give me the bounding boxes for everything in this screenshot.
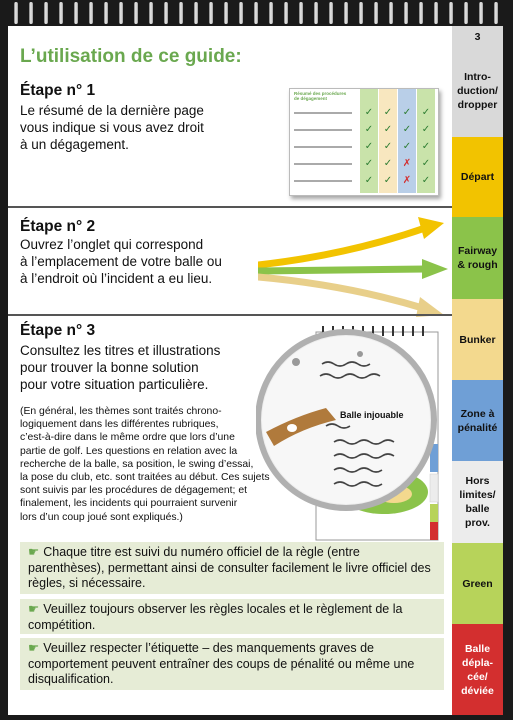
tab-label-line: limites/ [459, 489, 496, 501]
thumb-check-icon: ✓ [421, 175, 431, 186]
tab-label-line: cée/ [467, 670, 488, 683]
thumb-row-label [294, 146, 352, 148]
paragraph-line: sont suivis par les procédures de dégagement; et [20, 485, 247, 497]
tab-label-line: Hors [465, 475, 490, 487]
binding-ring-icon [179, 2, 183, 24]
thumb-title [294, 91, 354, 101]
step2-text [20, 236, 222, 287]
tab-label [461, 170, 494, 184]
step3-text [20, 342, 220, 393]
thumb-check-icon: ✓ [421, 107, 431, 118]
binding-ring-icon [89, 2, 93, 24]
section-tabs [452, 22, 503, 715]
tab-label [462, 577, 492, 591]
binding-ring-icon [434, 2, 438, 24]
binding-ring-icon [299, 2, 303, 24]
binding-ring-icon [134, 2, 138, 24]
thumb-check-icon: ✓ [364, 175, 374, 186]
tab-label-line: Fairway [457, 245, 498, 257]
magnifier-label: Balle injouable [340, 410, 404, 420]
step2-line: Ouvrez l’onglet qui correspond [20, 237, 204, 252]
tab-arrows-illustration [258, 217, 452, 317]
binding-ring-icon [224, 2, 228, 24]
binding-ring-icon [29, 2, 33, 24]
tip-etiquette [20, 638, 444, 690]
thumb-check-icon: ✓ [421, 158, 431, 169]
binding-ring-icon [14, 2, 18, 24]
binding-ring-icon [269, 2, 273, 24]
thumb-check-icon: ✓ [383, 158, 393, 169]
thumb-check-icon: ✓ [383, 107, 393, 118]
thumb-title-line: de dégagement [294, 96, 328, 101]
step1-text [20, 102, 204, 153]
binding-ring-icon [59, 2, 63, 24]
thumb-cross-icon: ✗ [402, 158, 412, 169]
magnifier-illustration [256, 324, 448, 550]
thumb-check-icon: ✓ [364, 124, 374, 135]
tab-label-line: & rough [457, 259, 498, 271]
tip-text: Chaque titre est suivi du numéro officiel de la règle (entre parenthèses), permettant ainsi de consulter facilement le livre officiel des règles, si nécessaire. [28, 545, 431, 590]
binding-ring-icon [329, 2, 333, 24]
arrow-green-head-icon [422, 259, 448, 279]
tab-introduction[interactable] [452, 22, 503, 137]
pointing-hand-icon: ☛ [28, 641, 40, 655]
step3-line: pour votre situation particulière. [20, 377, 209, 392]
paragraph-line: partie de golf. Les questions en relation avec la [20, 445, 238, 457]
step2-heading: Étape n° 2 [20, 218, 96, 235]
step3-heading: Étape n° 3 [20, 322, 96, 339]
tab-bunker[interactable] [452, 299, 503, 380]
thumb-check-icon: ✓ [402, 124, 412, 135]
binding-ring-icon [149, 2, 153, 24]
paragraph-line: finalement, les incidents qui pourraient survenir [20, 498, 238, 510]
tab-label [461, 642, 494, 698]
tip-rule-number [20, 542, 444, 594]
binding-ring-icon [44, 2, 48, 24]
arrow-sand-icon [258, 277, 426, 309]
pointing-hand-icon: ☛ [28, 602, 40, 616]
thumb-check-icon: ✓ [364, 107, 374, 118]
binding-ring-icon [374, 2, 378, 24]
tab-depart[interactable] [452, 137, 503, 217]
tab-balle-deplacee[interactable] [452, 624, 503, 715]
tip-local-rules [20, 599, 444, 634]
binding-ring-icon [119, 2, 123, 24]
pointing-hand-icon: ☛ [28, 545, 40, 559]
thumb-check-icon: ✓ [364, 141, 374, 152]
paragraph-line: c’est-à-dire dans le même ordre que lors d’une [20, 432, 235, 444]
step2-line: à l’emplacement de votre balle ou [20, 254, 222, 269]
binding-ring-icon [404, 2, 408, 24]
separator [8, 314, 452, 316]
tab-label [459, 333, 495, 347]
binding-ring-icon [194, 2, 198, 24]
tab-hors-limites[interactable] [452, 461, 503, 543]
tab-label-line: pénalité [457, 421, 498, 434]
tab-label-line: dropper [457, 98, 498, 111]
tab-label [459, 474, 495, 530]
paragraph-line: la pose du club, etc. sont traitées au début. Ces sujets [20, 472, 270, 484]
binding-ring-icon [104, 2, 108, 24]
thumb-row-label [294, 112, 352, 114]
binding-ring-icon [464, 2, 468, 24]
step3-line: Consultez les titres et illustrations [20, 343, 221, 358]
tab-label-line: Intro- [464, 70, 491, 83]
paragraph-line: (En général, les thèmes sont traités chrono- [20, 406, 222, 417]
step1-line: vous indique si vous avez droit [20, 120, 204, 135]
tab-label-line: Green [462, 577, 493, 590]
binding-ring-icon [314, 2, 318, 24]
thumb-check-icon: ✓ [383, 141, 393, 152]
tab-zone-penalite[interactable] [452, 380, 503, 461]
step2-line: à l’endroit où l’incident a eu lieu. [20, 271, 213, 286]
thumb-cross-icon: ✗ [402, 175, 412, 186]
binding-ring-icon [479, 2, 483, 24]
arrow-yellow-icon [258, 227, 428, 265]
tab-label-line: balle [465, 503, 490, 515]
tab-fairway-rough[interactable] [452, 217, 503, 299]
step3-line: pour trouver la bonne solution [20, 360, 199, 375]
tip-text: Veuillez respecter l’étiquette – des manquements graves de comportement peuvent entraîner des coups de pénalité ou même une disqualification. [28, 641, 415, 686]
binding-ring-icon [389, 2, 393, 24]
tab-label-line: Zone à [460, 407, 495, 420]
binding-ring-icon [209, 2, 213, 24]
tip-text: Veuillez toujours observer les règles locales et le règlement de la compétition. [28, 602, 403, 632]
thumb-row-label [294, 129, 352, 131]
tab-label-line: Départ [460, 171, 495, 183]
binding-ring-icon [359, 2, 363, 24]
tab-label [458, 407, 498, 435]
binding-ring-icon [449, 2, 453, 24]
paragraph-line: lors d’un coup joué sont expliqués.) [20, 511, 183, 523]
thumb-check-icon: ✓ [402, 107, 412, 118]
binding-ring-icon [164, 2, 168, 24]
tab-label [457, 70, 498, 112]
tab-label-line: dépla- [462, 656, 493, 669]
thumb-check-icon: ✓ [421, 141, 431, 152]
paragraph-line: logiquement dans les différentes rubriques, [20, 419, 219, 431]
guide-page [8, 22, 452, 715]
tab-label-line: déviée [461, 684, 494, 697]
tab-label-line: duction/ [457, 84, 498, 97]
thumb-row-label [294, 180, 352, 182]
tab-label-line: Bunker [459, 333, 496, 346]
thumb-check-icon: ✓ [383, 175, 393, 186]
paragraph-line: recherche de la balle, sa position, le swing d’essai, [20, 458, 254, 470]
binding-ring-icon [74, 2, 78, 24]
thumb-check-icon: ✓ [402, 141, 412, 152]
magnifying-glass-icon [258, 332, 434, 508]
thumb-title-line: Résumé des procédures [294, 91, 347, 96]
thumb-check-icon: ✓ [383, 124, 393, 135]
thumb-check-icon: ✓ [421, 124, 431, 135]
page-number: 3 [474, 31, 481, 43]
tab-label [457, 244, 497, 272]
page-title: L’utilisation de ce guide: [20, 46, 242, 67]
binding-ring-icon [284, 2, 288, 24]
tab-green[interactable] [452, 543, 503, 624]
step1-line: à un dégagement. [20, 137, 129, 152]
thumb-check-icon: ✓ [364, 158, 374, 169]
step1-line: Le résumé de la dernière page [20, 103, 204, 118]
binding-ring-icon [494, 2, 498, 24]
binding-ring-icon [419, 2, 423, 24]
thumb-row-label [294, 163, 352, 165]
binding-ring-icon [254, 2, 258, 24]
step1-heading: Étape n° 1 [20, 82, 96, 99]
binding-ring-icon [344, 2, 348, 24]
summary-table-thumbnail [289, 88, 439, 196]
spiral-binding [0, 0, 513, 26]
separator [8, 206, 452, 208]
arrow-yellow-head-icon [418, 217, 444, 239]
tab-label-line: prov. [465, 517, 490, 529]
tab-label-line: Balle [464, 642, 491, 655]
binding-ring-icon [239, 2, 243, 24]
arrow-green-icon [258, 269, 426, 271]
